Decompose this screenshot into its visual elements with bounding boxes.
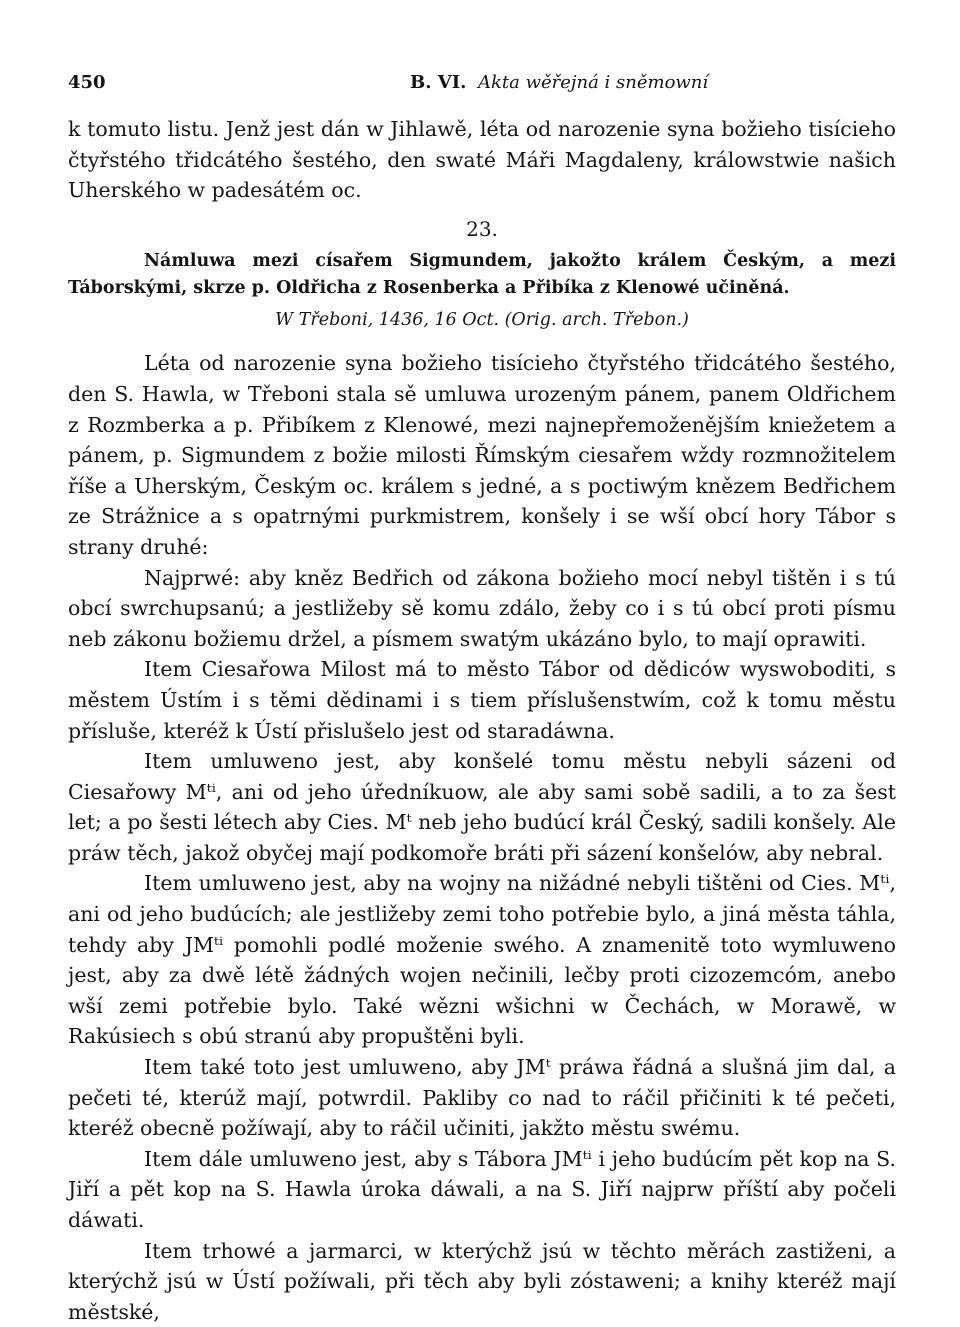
paragraph: Item Ciesařowa Milost má to město Tábor od dědicόw wyswoboditi, s městem Ústím i s těmi dědinami i s tiem příslušenstwím, což k tomu městu přísluše, kteréž k Ústí přislušelo jest od staradáwna. xyxy=(68,657,896,743)
section-label: B. VI. xyxy=(410,72,467,93)
continuation-text: k tomuto listu. Jenž jest dán w Jihlawě, léta od narozenie syna božieho tisícieho čtyřstého třidcátého šestého, den swaté Máři Magdaleny, králowstwie našich Uherského w padesátém oc. xyxy=(68,117,896,203)
page-body xyxy=(68,114,896,1327)
page-header xyxy=(68,72,900,102)
paragraph: Léta od narozenie syna božieho tisícieho čtyřstého třidcátého šestého, den S. Hawla, w Třeboni stala sě umluwa urozeným pánem, panem Oldřichem z Rozmberka a p. Přibíkem z Klenowé, mezi najnepřemoženějším kniežetem a pánem, p. Sigmundem z božie milosti Římským ciesařem wždy rozmnožitelem říše a Uherským, Českým oc. králem s jedné, a s poctiwým knězem Bedřichem ze Strážnice a s opatrnými purkmistrem, konšely i se wší obcí hory Tábor s strany druhé: xyxy=(68,351,896,559)
paragraph: Item také toto jest umluweno, aby JMᵗ práwa řádná a slušná jim dal, a pečeti té, kterúž mají, potwrdil. Pakliby co nad to ráčil přičiniti k té pečeti, kteréž obecně požíwají, aby to ráčil učiniti, jakžto městu swému. xyxy=(68,1055,896,1141)
page-number: 450 xyxy=(68,72,106,93)
running-title: Akta wěřejná i sněmowní xyxy=(478,72,709,93)
document-number: 23. xyxy=(466,216,498,241)
paragraph: Item umluweno jest, aby na wojny na nižádné nebyli tištěni od Cies. Mᵗⁱ, ani od jeho budúcích; ale jestližeby zemi toho potřebie bylo, a jiná města táhla, tehdy aby JMᵗⁱ pomohli podlé moženie swého. A znamenitě toto wymluweno jest, aby za dwě létě žádných wojen nečinili, lečby proti cizozemcóm, anebo wší zemi potřebie bylo. Také wězni wšichni w Čechách, w Morawě, w Rakúsiech s obú stranú aby propuštěni byli. xyxy=(68,871,896,1049)
document-source: W Třeboni, 1436, 16 Oct. (Orig. arch. Třebon.) xyxy=(275,310,689,331)
paragraph: Item umluweno jest, aby konšelé tomu městu nebyli sázeni od Ciesařowy Mᵗⁱ, ani od jeho úředníkuow, ale aby sami sobě sadili, a to za šest let; a po šesti létech aby Cies. Mᵗ neb jeho budúcí král Český, sadili konšely. Ale práw těch, jakož obyčej mají podkomoře bráti při sázení konšelów, aby nebral. xyxy=(68,749,896,865)
paragraph: Item trhowé a jarmarci, w kterýchž jsú w těchto měrách zastiženi, a kterýchž jsú w Ústí požíwali, při těch aby byli zóstaweni; a knihy kteréž mají městské, xyxy=(68,1238,896,1324)
paragraph: Najprwé: aby kněz Bedřich od zákona božieho mocí nebyl tištěn i s tú obcí swrchupsanú; a jestližeby sě komu zdálo, žeby co i s tú obcí proti písmu neb zákonu božiemu držel, a písmem swatým ukázáno bylo, to mají oprawiti. xyxy=(68,565,896,651)
paragraph: Item dále umluweno jest, aby s Tábora JMᵗⁱ i jeho budúcím pět kop na S. Jiří a pět kop na S. Hawla úroka dáwali, a na S. Jiří najprw příští aby počeli dáwati. xyxy=(68,1146,896,1232)
document-title: Námluwa mezi císařem Sigmundem, jakožto králem Českým, a mezi Táborskými, skrze p. Oldřicha z Rosenberka a Přibíka z Klenowé učiněná. xyxy=(68,251,896,299)
